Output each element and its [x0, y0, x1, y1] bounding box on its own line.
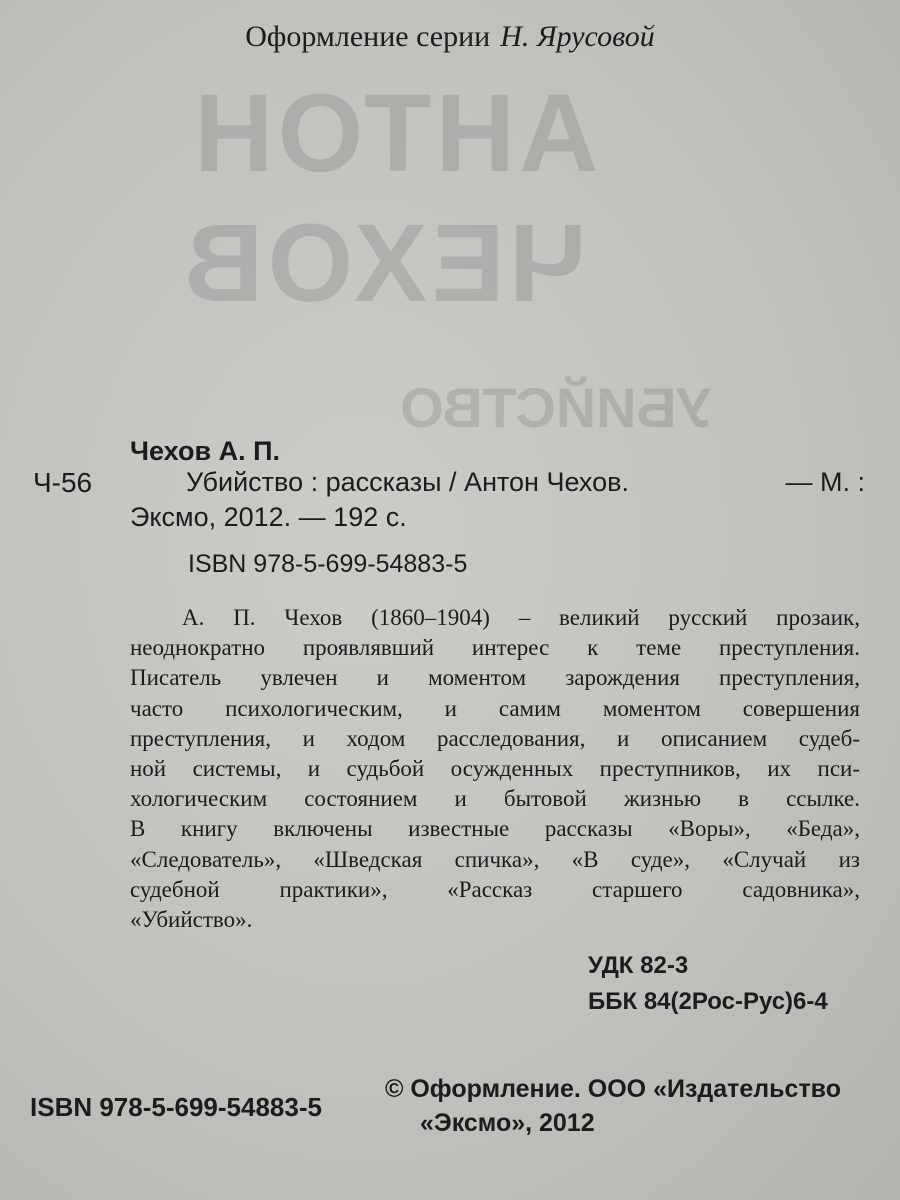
copyright-line: «Эксмо», 2012	[420, 1109, 595, 1137]
bib-place: — М. :	[785, 467, 865, 497]
bib-title-line: Убийство : рассказы / Антон Чехов.	[186, 467, 629, 497]
catalog-isbn: ISBN 978-5-699-54883-5	[188, 550, 468, 578]
udk-code: УДК 82-3	[588, 952, 689, 979]
copyright-line: © Оформление. ООО «Издательство	[385, 1075, 841, 1103]
bbk-code: ББК 84(2Рос-Рус)6-4	[588, 988, 828, 1015]
bibliographic-description	[130, 465, 865, 535]
classification-code: Ч-56	[33, 467, 93, 498]
series-design-credit	[0, 20, 900, 54]
series-designer-name: Н. Ярусовой	[500, 20, 655, 53]
annotation-line: часто психологическим, и самим моментом совершения	[130, 695, 860, 721]
footer-isbn: ISBN 978-5-699-54883-5	[30, 1092, 322, 1122]
annotation-line: А. П. Чехов (1860–1904) – великий русский прозаик,	[182, 605, 860, 630]
show-through-print: АНТОН ЧЕХОВ УБИЙСТВО	[180, 72, 712, 439]
bib-publisher-line: Эксмо, 2012. — 192 с.	[130, 502, 407, 532]
series-design-label: Оформление серии	[245, 20, 491, 53]
annotation-line: хологическим состоянием и бытовой жизнью в ссылке.	[130, 786, 860, 812]
annotation-line: Писатель увлечен и моментом зарождения преступления,	[130, 665, 860, 691]
author-heading: Чехов А. П.	[130, 436, 280, 466]
annotation-line: ной системы, и судьбой осужденных преступников, их пси-	[130, 756, 860, 782]
annotation-line: «Убийство».	[130, 907, 253, 933]
classification-codes	[588, 948, 828, 1020]
annotation-line: «Следователь», «Шведская спичка», «В суде», «Случай из	[130, 846, 860, 872]
annotation-line: неоднократно проявлявший интерес к теме преступления.	[130, 635, 860, 661]
copyright-notice	[385, 1072, 841, 1140]
annotation-line: В книгу включены известные рассказы «Воры», «Беда»,	[130, 816, 860, 842]
annotation-line: преступления, и ходом расследования, и описанием судеб-	[130, 725, 860, 751]
annotation	[130, 603, 860, 935]
annotation-line: судебной практики», «Рассказ старшего садовника»,	[130, 876, 860, 902]
